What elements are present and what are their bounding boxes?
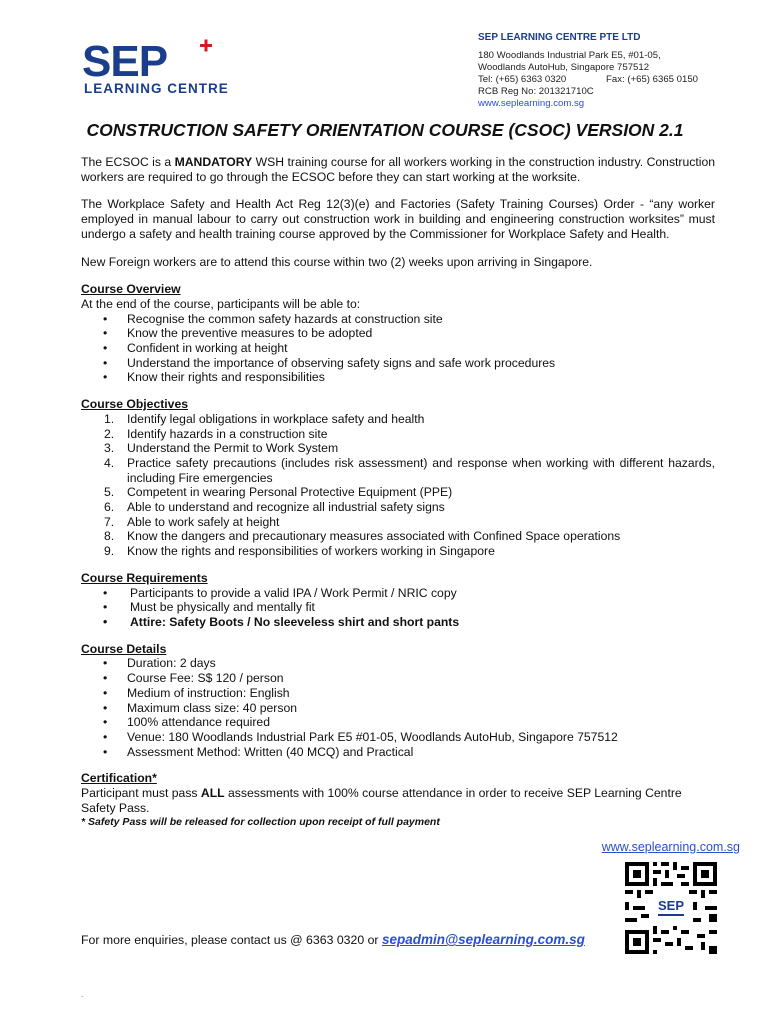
list-item: • Course Fee: S$ 120 / person bbox=[81, 671, 715, 686]
item-text: Know the rights and responsibilities of workers working in Singapore bbox=[127, 544, 495, 559]
address-line1: 180 Woodlands Industrial Park E5, #01-05, bbox=[478, 50, 661, 61]
company-name: SEP LEARNING CENTRE PTE LTD bbox=[478, 32, 641, 43]
requirements-list bbox=[81, 586, 715, 630]
list-item: • Duration: 2 days bbox=[81, 656, 715, 671]
address-line2: Woodlands AutoHub, Singapore 757512 bbox=[478, 62, 650, 73]
list-item: • Participants to provide a valid IPA / Work Permit / NRIC copy bbox=[81, 586, 715, 601]
item-number: 7. bbox=[104, 514, 115, 529]
intro-text-rest: WSH training course for all workers working in the construction industry. Construction workers are required to go through the ECSOC before they can start working at the worksite. bbox=[81, 155, 716, 184]
qr-code-icon[interactable] bbox=[625, 862, 717, 954]
requirements-heading: Course Requirements bbox=[81, 570, 208, 585]
item-text: Competent in wearing Personal Protective Equipment (PPE) bbox=[127, 485, 453, 500]
list-item: • Must be physically and mentally fit bbox=[81, 600, 715, 615]
cert-text: Participant must pass bbox=[81, 786, 201, 801]
list-item: • Venue: 180 Woodlands Industrial Park E5 #01-05, Woodlands AutoHub, Singapore 757512 bbox=[81, 730, 715, 745]
details-heading: Course Details bbox=[81, 641, 167, 656]
enquiry-line bbox=[81, 932, 585, 947]
intro-text: The ECSOC is a bbox=[81, 155, 175, 169]
overview-lead: At the end of the course, participants will be able to: bbox=[81, 296, 361, 311]
tel-number: Tel: (+65) 6363 0320 bbox=[478, 74, 567, 85]
list-item bbox=[81, 544, 715, 559]
logo-subtext: LEARNING CENTRE bbox=[84, 81, 229, 96]
cert-text-rest: assessments with 100% course attendance in order to receive SEP Learning Centre Safety Pass. bbox=[81, 786, 682, 815]
logo-text: SEP bbox=[82, 38, 168, 86]
list-item: • Maximum class size: 40 person bbox=[81, 701, 715, 716]
email-link[interactable]: sepadmin@seplearning.com.sg bbox=[381, 932, 585, 947]
item-text: Understand the Permit to Work System bbox=[127, 441, 339, 456]
list-item: • Know the preventive measures to be adopted bbox=[81, 326, 715, 341]
item-number: 2. bbox=[104, 426, 115, 441]
document-body bbox=[81, 155, 715, 830]
list-item bbox=[81, 529, 715, 544]
details-list bbox=[81, 656, 715, 759]
item-number: 5. bbox=[104, 485, 115, 500]
qr-logo-text: SEP bbox=[657, 898, 685, 913]
objectives-list bbox=[81, 412, 715, 559]
page-title: CONSTRUCTION SAFETY ORIENTATION COURSE (CSOC) VERSION 2.1 bbox=[86, 120, 684, 140]
item-text: Know the dangers and precautionary measures associated with Confined Space operations bbox=[127, 529, 621, 544]
intro-paragraph-1 bbox=[81, 155, 715, 184]
item-number: 8. bbox=[104, 529, 115, 544]
item-text: Practice safety precautions (includes risk assessment) and response when working with different hazards, including Fire emergencies bbox=[127, 455, 715, 485]
certification-heading: Certification* bbox=[81, 771, 157, 786]
list-item: • 100% attendance required bbox=[81, 715, 715, 730]
intro-paragraph-2: The Workplace Safety and Health Act Reg 12(3)(e) and Factories (Safety Training Courses) Order - “any worker employed in manual labour to carry out construction work in building and engineering construction worksites” must undergo a safety and health training course approved by the Commissioner for Workplace Safety and Health. bbox=[81, 197, 715, 241]
sep-logo bbox=[82, 38, 242, 98]
list-item bbox=[81, 485, 715, 500]
footer-dot: . bbox=[81, 990, 84, 999]
list-item bbox=[81, 456, 715, 485]
item-number: 4. bbox=[104, 455, 115, 470]
list-item bbox=[81, 515, 715, 530]
item-number: 9. bbox=[104, 544, 115, 559]
list-item bbox=[81, 427, 715, 442]
item-number: 6. bbox=[104, 500, 115, 515]
list-item: • Recognise the common safety hazards at construction site bbox=[81, 312, 715, 327]
item-text: Identify hazards in a construction site bbox=[127, 426, 328, 441]
item-text: Able to understand and recognize all industrial safety signs bbox=[127, 500, 445, 515]
list-item: • Understand the importance of observing safety signs and safe work procedures bbox=[81, 356, 715, 371]
list-item bbox=[81, 500, 715, 515]
fax-number: Fax: (+65) 6365 0150 bbox=[606, 74, 699, 85]
header-website-link[interactable]: www.seplearning.com.sg bbox=[478, 98, 585, 109]
list-item: • Assessment Method: Written (40 MCQ) and Practical bbox=[81, 745, 715, 760]
footer-website-link[interactable]: www.seplearning.com.sg bbox=[601, 840, 740, 854]
cert-bold: ALL bbox=[200, 786, 225, 801]
list-item: • Medium of instruction: English bbox=[81, 686, 715, 701]
list-item: • Know their rights and responsibilities bbox=[81, 370, 715, 385]
mandatory-text: MANDATORY bbox=[174, 155, 253, 169]
list-item bbox=[81, 412, 715, 427]
contact-row bbox=[478, 74, 748, 86]
list-item bbox=[81, 441, 715, 456]
list-item: • Attire: Safety Boots / No sleeveless shirt and short pants bbox=[81, 615, 715, 630]
enquiry-text: For more enquiries, please contact us @ 6363 0320 or bbox=[81, 933, 382, 947]
logo-plus-v bbox=[205, 40, 208, 52]
list-item: • Confident in working at height bbox=[81, 341, 715, 356]
item-number: 3. bbox=[104, 441, 115, 456]
item-text: Able to work safely at height bbox=[127, 514, 280, 529]
overview-list bbox=[81, 312, 715, 386]
item-text: Identify legal obligations in workplace safety and health bbox=[127, 411, 425, 426]
safety-pass-note: * Safety Pass will be released for collection upon receipt of full payment bbox=[81, 816, 440, 829]
rcb-number: RCB Reg No: 201321710C bbox=[478, 86, 594, 97]
objectives-heading: Course Objectives bbox=[81, 397, 189, 412]
company-info bbox=[478, 32, 748, 110]
overview-heading: Course Overview bbox=[81, 282, 181, 297]
certification-text bbox=[81, 786, 715, 815]
item-number: 1. bbox=[104, 411, 115, 426]
intro-paragraph-3: New Foreign workers are to attend this course within two (2) weeks upon arriving in Singapore. bbox=[81, 254, 593, 269]
